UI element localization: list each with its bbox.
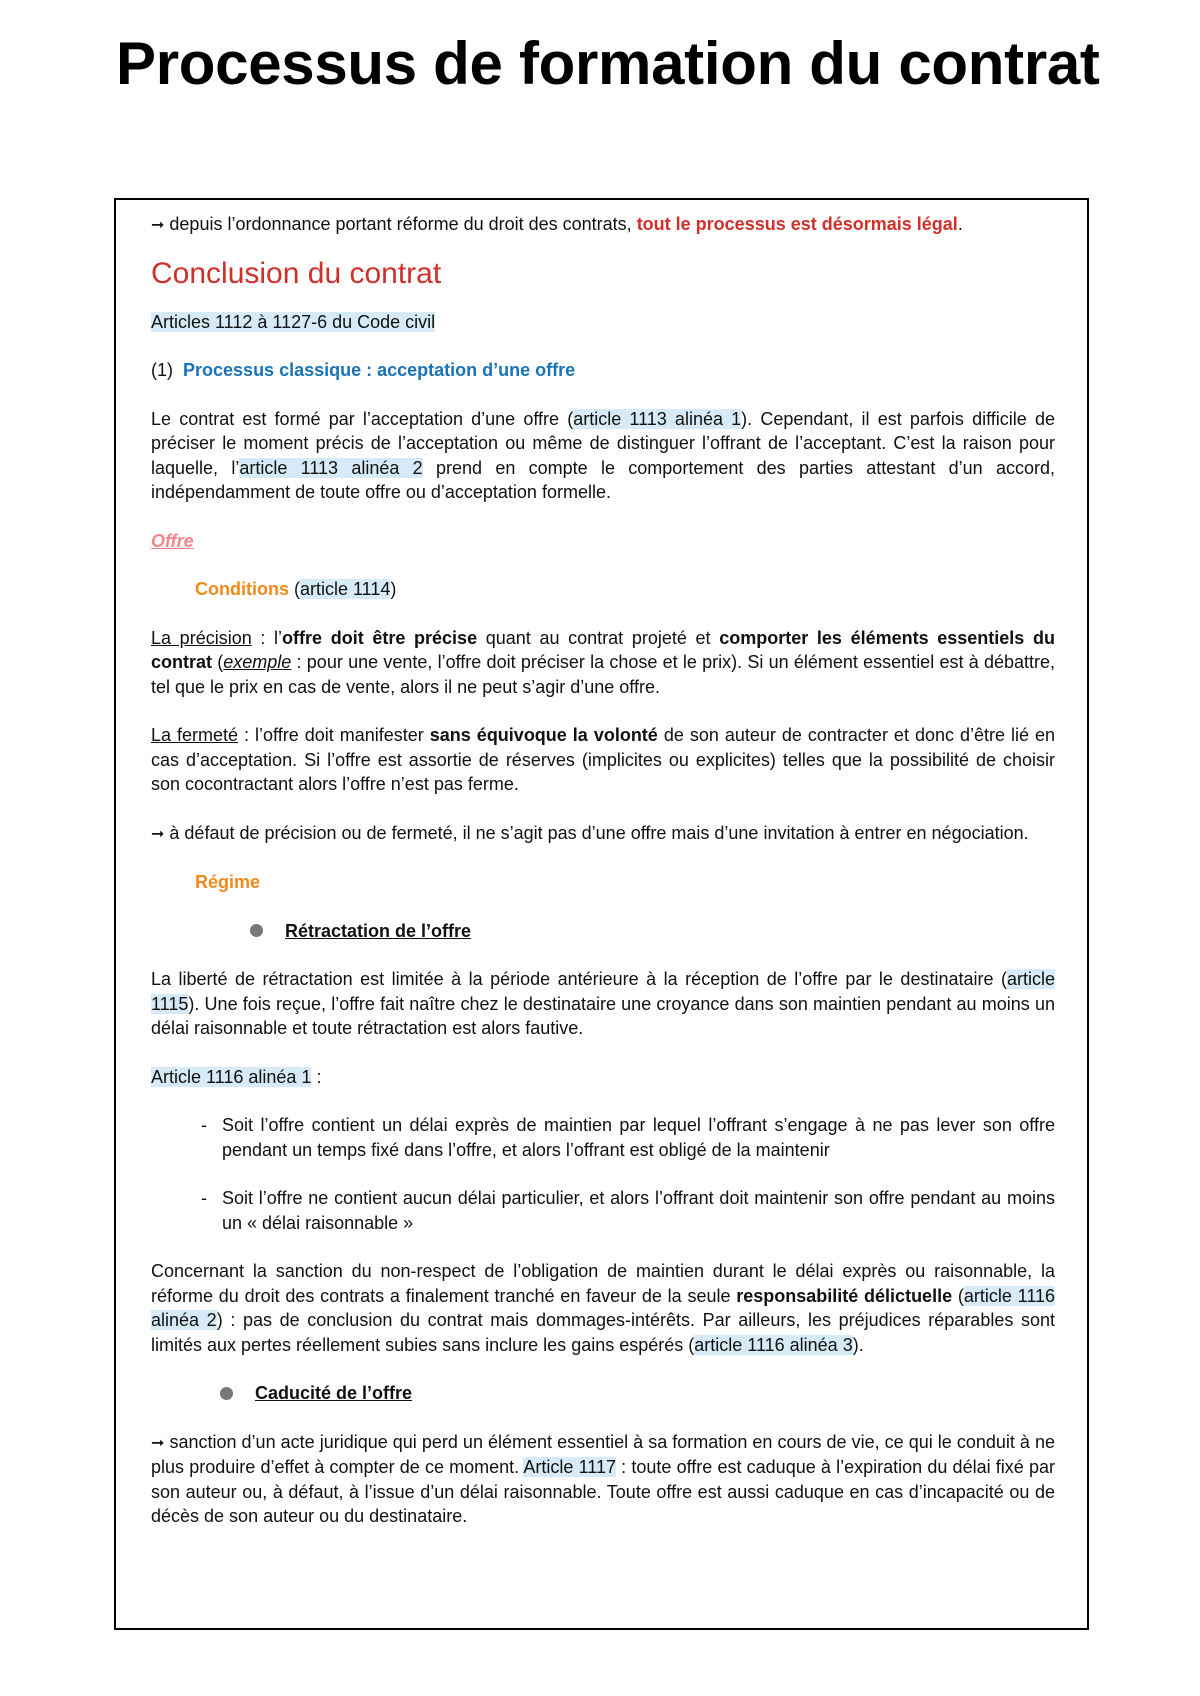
article-ref: article 1113 alinéa 2 — [239, 457, 423, 478]
caducite-heading: Caducité de l’offre — [151, 1381, 1055, 1406]
retractation-heading: Rétractation de l’offre — [151, 919, 1055, 944]
article-ref: article 1115 — [151, 969, 1055, 1014]
arrow-right-icon: ➞ — [151, 215, 165, 234]
paragraph-defaut: ➞ à défaut de précision ou de fermeté, il ne s’agit pas d’une offre mais d’une invitation à entrer en négociation. — [151, 822, 1029, 843]
paragraph-fermete: La fermeté : l’offre doit manifester sans équivoque la volonté de son auteur de contracter et donc d’être lié en cas d’acceptation. Si l’offre est assortie de réserves (implicites ou explicites) telles que la possibilité de choisir son cocontractant alors l’offre n’est pas ferme. — [151, 725, 1056, 794]
regime-heading: Régime — [195, 872, 261, 892]
arrow-right-icon: ➞ — [151, 1432, 165, 1452]
bullet-icon — [250, 924, 263, 937]
article-1116-label: Article 1116 alinéa 1 : — [151, 1066, 322, 1087]
offre-heading: Offre — [151, 530, 194, 551]
section-heading-conclusion: Conclusion du contrat — [151, 256, 442, 290]
articles-reference: Articles 1112 à 1127-6 du Code civil — [151, 311, 436, 332]
article-ref: Article 1117 — [523, 1457, 616, 1477]
article-ref: article 1116 alinéa 3 — [694, 1334, 853, 1355]
processus-heading: (1) Processus classique : acceptation d’une offre — [151, 360, 576, 380]
list-item: - Soit l’offre contient un délai exprès de maintien par lequel l’offrant s’engage à ne pas lever son offre pendant un temps fixé dans l’offre, et alors l’offrant est obligé de la maintenir — [201, 1115, 1055, 1160]
paragraph-contrat: Le contrat est formé par l’acceptation d’une offre (article 1113 alinéa 1). Cependant, il est parfois difficile de préciser le moment précis de l’acceptation ou même de distinguer l’offrant de l’acceptant. C’est la raison pour laquelle, l’article 1113 alinéa 2 prend en compte le comportement des parties attestant d’un accord, indépendamment de toute offre ou d’acceptation formelle. — [151, 408, 1055, 502]
page-title: Processus de formation du contrat — [116, 30, 1100, 97]
conditions-heading: Conditions (article 1114) — [195, 579, 397, 599]
intro-paragraph: ➞ depuis l’ordonnance portant réforme du droit des contrats, tout le processus est désormais légal. — [151, 214, 963, 234]
list-item: - Soit l’offre ne contient aucun délai particulier, et alors l’offrant doit maintenir son offre pendant au moins un « délai raisonnable » — [201, 1188, 1055, 1233]
intro-emphasis: tout le processus est désormais légal — [636, 214, 958, 234]
article-ref: article 1114 — [299, 579, 391, 599]
bullet-icon — [220, 1387, 233, 1400]
article-ref: article 1113 alinéa 1 — [573, 408, 742, 429]
paragraph-retractation: La liberté de rétractation est limitée à la période antérieure à la réception de l’offre par le destinataire (article 1115). Une fois reçue, l’offre fait naître chez le destinataire une croyance dans son maintien pendant au moins un délai raisonnable et toute rétractation est alors fautive. — [151, 969, 1055, 1038]
paragraph-precision: La précision : l’offre doit être précise quant au contrat projeté et comporter les éléments essentiels du contrat (exemple : pour une vente, l’offre doit préciser la chose et le prix). Si un élément essentiel est à débattre, tel que le prix en cas de vente, alors il ne peut s’agir d’une offre. — [151, 627, 1055, 697]
paragraph-sanction: Concernant la sanction du non-respect de l’obligation de maintien durant le délai exprès ou raisonnable, la réforme du droit des contrats a finalement tranché en faveur de la seule responsabilité délictuelle (article 1116 alinéa 2) : pas de conclusion du contrat mais dommages-intérêts. Par ailleurs, les préjudices réparables sont limités aux pertes réellement subies sans inclure les gains espérés (article 1116 alinéa 3). — [151, 1261, 1056, 1355]
arrow-right-icon: ➞ — [151, 823, 165, 843]
paragraph-caducite: ➞ sanction d’un acte juridique qui perd un élément essentiel à sa formation en cours de vie, ce qui le conduit à ne plus produire d’effet à compter de ce moment. Article 1117 : toute offre est caduque à l’expiration du délai fixé par son auteur ou, à défaut, à l’issue d’un délai raisonnable. Toute offre est aussi caduque en cas d’incapacité ou de décès de son auteur ou du destinataire. — [151, 1431, 1055, 1526]
article-ref: article 1116 alinéa 2 — [151, 1285, 1056, 1330]
document-body — [151, 212, 1055, 1529]
